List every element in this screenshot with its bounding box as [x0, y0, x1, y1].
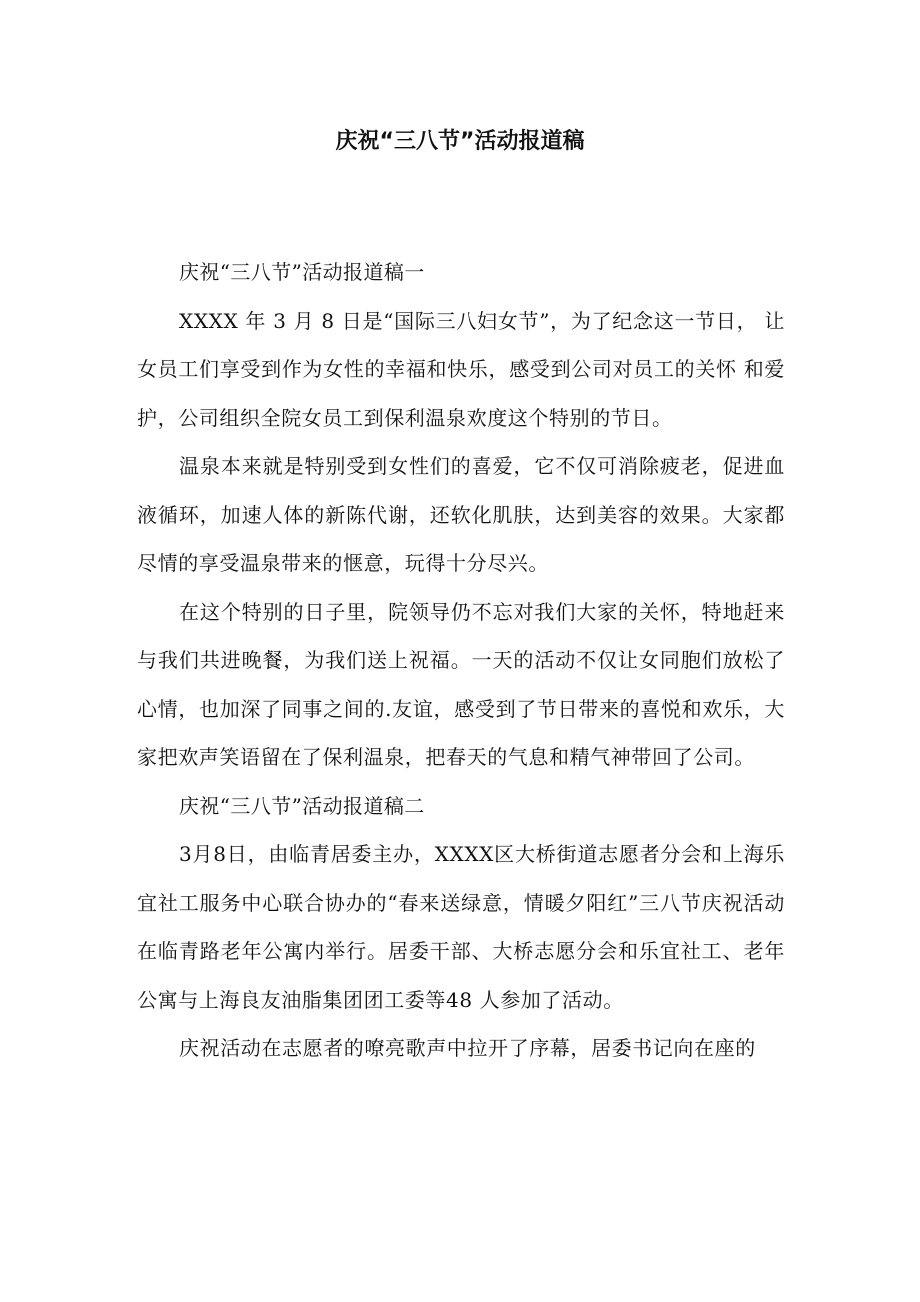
- document-title: 庆祝“三八节”活动报道稿: [335, 129, 585, 154]
- section-heading-2: 庆祝“三八节”活动报道稿二: [179, 793, 425, 818]
- paragraph-2: 温泉本来就是特别受到女性们的喜爱，它不仅可消除疲老，促进血液循环，加速人体的新陈代谢，还软化肌肤，达到美容的效果。大家都尽情的享受温泉带来的惬意，玩得十分尽兴。: [137, 454, 785, 575]
- section-heading-1: 庆祝“三八节”活动报道稿一: [179, 260, 425, 284]
- document-body: [137, 248, 785, 1073]
- paragraph-4: 3月8日，由临青居委主办，XXXX区大桥街道志愿者分会和上海乐宜社工服务中心联合协办的“春来送绿意，情暖夕阳红”三八节庆祝活动在临青路老年公寓内举行。居委干部、大桥志愿分会和乐宜社工、老年公寓与上海良友油脂集团团工委等48 人参加了活动。: [137, 842, 785, 1012]
- paragraph-1: XXXX 年 3 月 8 日是“国际三八妇女节”，为了纪念这一节日， 让女员工们享受到作为女性的幸福和快乐，感受到公司对员工的关怀 和爱护，公司组织全院女员工到保利温泉欢度这个特别的节日。: [137, 308, 785, 430]
- paragraph-3: 在这个特别的日子里，院领导仍不忘对我们大家的关怀，特地赶来与我们共进晚餐，为我们送上祝福。一天的活动不仅让女同胞们放松了心情，也加深了同事之间的.友谊，感受到了节日带来的喜悦和欢乐，大家把欢声笑语留在了保利温泉，把春天的气息和精气神带回了公司。: [137, 599, 785, 769]
- paragraph-5: 庆祝活动在志愿者的嘹亮歌声中拉开了序幕，居委书记向在座的: [179, 1036, 756, 1060]
